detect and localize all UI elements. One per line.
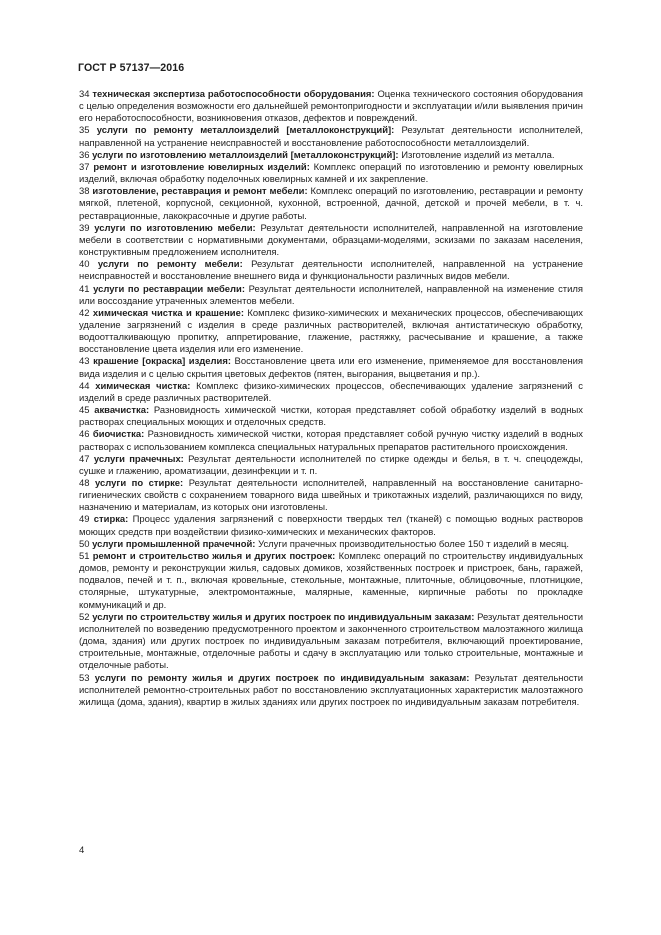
term-number: 43 xyxy=(79,356,90,368)
term-title: химическая чистка: xyxy=(95,380,191,392)
term-number: 44 xyxy=(79,380,90,392)
term-title: услуги по стирке: xyxy=(95,478,184,489)
term-entry xyxy=(79,478,583,514)
term-entry xyxy=(79,539,583,551)
term-entry xyxy=(79,405,583,429)
term-title: изготовление, реставрация и ремонт мебели: xyxy=(92,186,308,198)
term-title: ремонт и изготовление ювелирных изделий: xyxy=(93,161,310,173)
term-number: 37 xyxy=(79,161,90,173)
term-title: биочистка: xyxy=(92,429,145,441)
term-definition: Комплекс физико-химических процессов, обеспечивающих удаление загрязнений с изделий в среде различных растворителей. xyxy=(79,380,584,404)
term-entry xyxy=(79,514,583,538)
term-definition: Услуги прачечных производительностью более 150 т изделий в месяц. xyxy=(258,538,569,550)
term-entry xyxy=(79,612,583,673)
term-number: 52 xyxy=(79,611,90,623)
term-definition: Результат деятельности исполнителей по возведению предусмотренного проектом и законченного строительством малоэтажного жилища (дома, здания) или других построек по индивидуальным заказам потребителя, включающий проектирование, строительные, монтажные, отделочные работы и сдачу в эксплуатацию или только строительные, монтажные и отделочные работы. xyxy=(79,611,583,672)
term-title: услуги по ремонту жилья и других построек по индивидуальным заказам: xyxy=(94,672,470,684)
term-entry xyxy=(79,308,583,357)
term-definition: Результат деятельности исполнителей ремонтно-строительных работ по восстановлению эксплуатационных характеристик малоэтажного жилища (дома, здания), квартир в жилых зданиях или других построек по индивидуальным заказам потребителя. xyxy=(79,672,584,708)
term-title: стирка: xyxy=(93,514,129,526)
term-definition: Результат деятельности исполнителей, направленной на изготовление мебели в соответствии с нормативными документами, образцами-моделями, эскизами по заказам населения, конструктивным предложением исполнителя. xyxy=(79,222,583,259)
term-number: 45 xyxy=(79,405,90,417)
term-entry xyxy=(79,381,583,405)
term-definition: Результат деятельности исполнителей, направленной на изменение стиля или воссоздание утраченных элементов мебели. xyxy=(79,283,583,307)
term-number: 40 xyxy=(79,259,90,271)
term-number: 36 xyxy=(79,149,90,161)
term-definition: Результат деятельности исполнителей, направленной на устранение неисправностей и восстановление работоспособности металлоизделий. xyxy=(79,125,583,149)
term-number: 35 xyxy=(79,125,90,137)
term-title: аквачистка: xyxy=(94,405,150,417)
document-code-header: ГОСТ Р 57137—2016 xyxy=(78,62,185,74)
term-definition: Комплекс операций по строительству индивидуальных домов, ремонту и реконструкции жилья, садовых домиков, хозяйственных построек и пристроек, бань, гаражей, подвалов, печей и т. п., включая кровельные, стекольные, монтажные, плиточные, облицовочные, плотницкие, столярные, штукатурные, электромонтажные, малярные, каменные, кирпичные работы по прокладке коммуникаций и др. xyxy=(79,550,584,611)
term-number: 50 xyxy=(79,538,90,550)
term-entry xyxy=(79,125,583,149)
term-definition: Восстановление цвета или его изменение, применяемое для восстановления вида изделия и с целью скрытия цветовых дефектов (пятен, выгорания, выцветания и пр.). xyxy=(79,356,583,380)
term-number: 48 xyxy=(79,478,90,489)
term-title: услуги по изготовлению металлоизделий [металлоконструкций]: xyxy=(92,149,399,161)
term-number: 34 xyxy=(79,89,90,100)
page-number: 4 xyxy=(79,845,85,856)
term-number: 46 xyxy=(79,429,90,441)
term-entry xyxy=(79,454,583,478)
term-definition: Разновидность химической чистки, которая представляет собой обработку изделий в водных растворах специальных моющих и отделочных средств. xyxy=(79,405,583,429)
term-definition: Изготовление изделий из металла. xyxy=(401,149,555,161)
term-entry xyxy=(79,150,583,162)
term-title: услуги по ремонту мебели: xyxy=(97,259,243,271)
term-entry xyxy=(79,186,583,222)
term-number: 53 xyxy=(79,672,90,684)
term-title: услуги по реставрации мебели: xyxy=(93,283,245,295)
term-title: услуги промышленной прачечной: xyxy=(92,538,256,550)
term-title: услуги по строительству жилья и других построек по индивидуальным заказам: xyxy=(92,611,475,623)
term-entry xyxy=(79,551,583,612)
term-definition: Комплекс операций по изготовлению и ремонту ювелирных изделий, включая обработку поделочных ювелирных камней и их закрепление. xyxy=(79,161,583,186)
term-number: 39 xyxy=(79,222,90,234)
term-number: 51 xyxy=(79,550,90,562)
term-title: крашение [окраска] изделия: xyxy=(93,356,231,368)
term-title: услуги по ремонту металлоизделий [металлоконструкций]: xyxy=(96,125,395,137)
term-number: 38 xyxy=(79,186,90,198)
term-definition: Процесс удаления загрязнений с поверхности твердых тел (тканей) с помощью водных растворов моющих средств при воздействии физико-химических и механических факторов. xyxy=(79,514,583,538)
term-title: ремонт и строительство жилья и других построек: xyxy=(92,550,336,562)
term-entry xyxy=(79,356,583,380)
term-definition: Результат деятельности исполнителей, направленной на устранение неисправностей и восстановление внешнего вида и функциональности различных видов мебели. xyxy=(79,259,584,283)
term-title: услуги прачечных: xyxy=(93,453,184,465)
terms-list xyxy=(79,89,583,709)
term-definition: Результат деятельности исполнителей по стирке одежды и белья, в т. ч. спецодежды, сушке и глажению, ароматизации, дезинфекции и т. п. xyxy=(79,453,584,477)
term-definition: Оценка технического состояния оборудования с целью определения возможности его дальнейшей ремонтопригодности и эксплуатации и/или выявления причин его неработоспособности, возникновения отказов, дефектов и повреждений. xyxy=(79,89,584,125)
term-entry xyxy=(79,429,583,453)
term-entry xyxy=(79,673,583,709)
term-title: химическая чистка и крашение: xyxy=(92,307,244,319)
term-entry xyxy=(79,259,583,283)
term-definition: Результат деятельности исполнителей, направленный на восстановление санитарно-гигиенических свойств с сохранением товарного вида швейных и трикотажных изделий, различающихся по виду, назначению и материалам, из которых они изготовлены. xyxy=(79,478,584,514)
term-number: 47 xyxy=(79,453,90,465)
term-entry xyxy=(79,89,583,125)
term-title: техническая экспертиза работоспособности оборудования: xyxy=(92,89,375,100)
term-entry xyxy=(79,223,583,259)
term-definition: Разновидность химической чистки, которая представляет собой ручную чистку изделий в водных растворах с использованием комплекса специальных натуральных препаратов растительного происхождения. xyxy=(79,429,584,453)
term-number: 49 xyxy=(79,514,90,526)
term-number: 41 xyxy=(79,283,90,295)
term-entry xyxy=(79,162,583,186)
term-entry xyxy=(79,284,583,308)
term-number: 42 xyxy=(79,307,90,319)
term-definition: Комплекс операций по изготовлению, реставрации и ремонту мягкой, плетеной, корпусной, секционной, кухонной, встроенной, дачной, детской и прочей мебели, в т. ч. реставрационные, лакокрасочные и другие работы. xyxy=(79,186,584,222)
term-title: услуги по изготовлению мебели: xyxy=(94,222,256,234)
term-definition: Комплекс физико-химических и механических процессов, обеспечивающих удаление загрязнений с изделия в среде различных растворителей, включая антистатическую обработку, водоотталкивающую пропитку, аппретирование, глажение, растяжку, расчесывание и крашение, а также восстановление цвета изделия или его изменение. xyxy=(79,307,584,356)
